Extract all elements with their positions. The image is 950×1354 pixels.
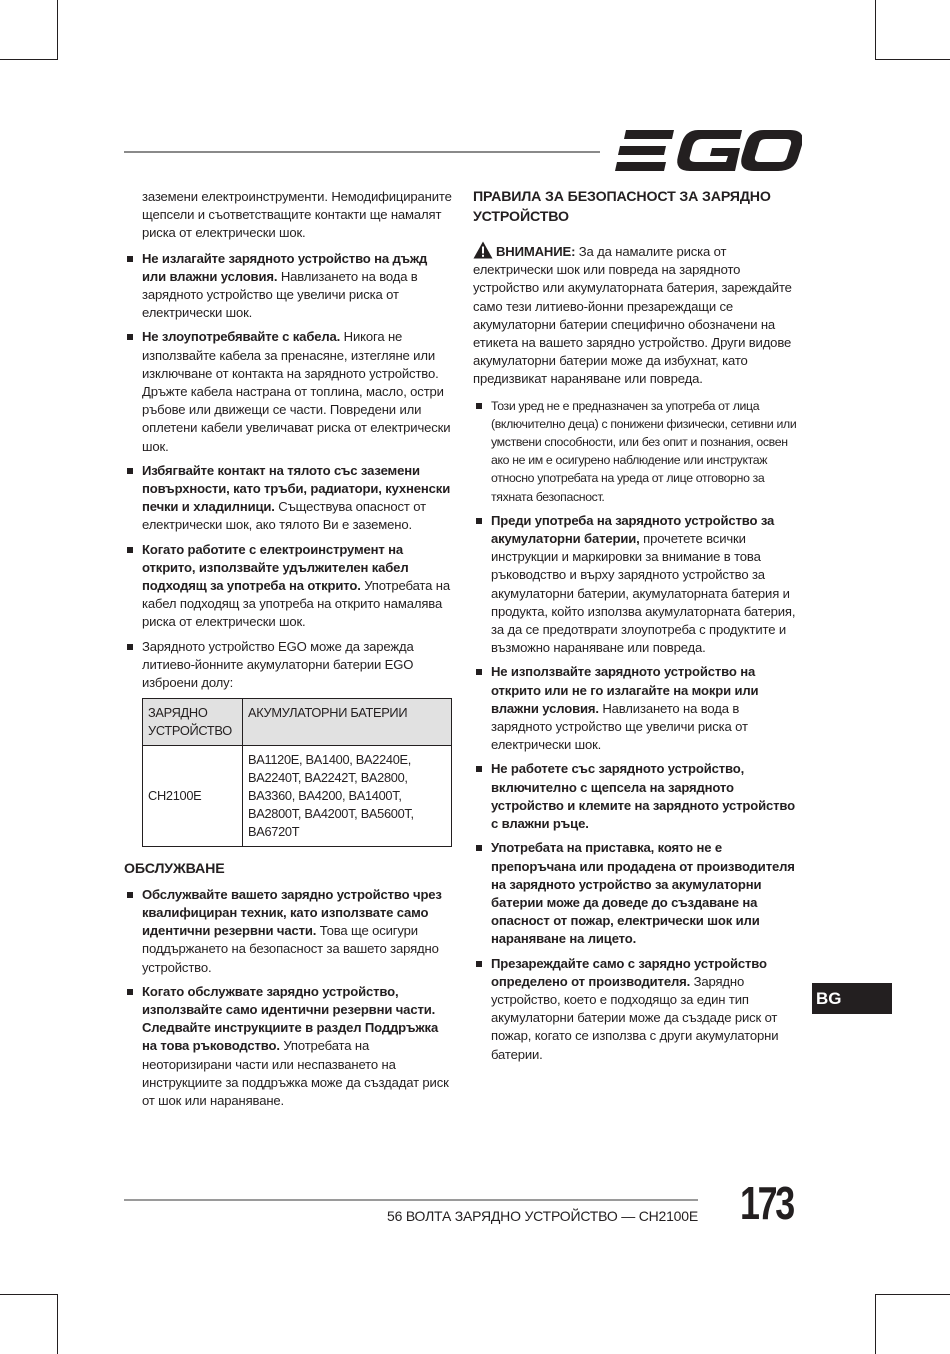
table-cell: BA1120E, BA1400, BA2240E, BA2240T, BA2242T, BA2800, BA3360, BA4200, BA1400T, BA2800T, BA4200T, BA5600T, BA6720T bbox=[243, 746, 452, 847]
left-column bbox=[124, 188, 454, 1116]
section-heading: ПРАВИЛА ЗА БЕЗОПАСНОСТ ЗА ЗАРЯДНО УСТРОЙСТВО bbox=[473, 189, 771, 225]
crop-mark bbox=[876, 59, 950, 60]
crop-mark bbox=[875, 0, 876, 60]
bullet-item bbox=[473, 955, 800, 1064]
bullet-item bbox=[473, 760, 800, 833]
bullet-item bbox=[124, 328, 454, 455]
bullet-bold-text: Не злоупотребявайте с кабела. bbox=[142, 329, 341, 345]
bullet-text: Това ще осигури поддържането на безопасност за вашето зарядно устройство. bbox=[142, 923, 439, 975]
bullet-square-icon bbox=[127, 644, 133, 650]
bullet-item bbox=[124, 638, 454, 693]
bullet-item bbox=[124, 250, 454, 323]
bullet-bold-text: Когато работите с електроинструмент на открито, използвайте удължителен кабел подходящ за употреба на открито. bbox=[142, 541, 409, 594]
header-rule bbox=[124, 151, 600, 153]
bullet-square-icon bbox=[476, 669, 482, 675]
bullet-text: Този уред не е предназначен за употреба от лица (включително деца) с понижени физически, сетивни или умствени способности, или без опит и познания, освен ако не им е осигурено наблюдение или инструктаж относно употребата на уреда от лице отговорно за тяхната безопасност. bbox=[491, 398, 797, 504]
bullet-item bbox=[473, 839, 800, 948]
bullet-bold-text: Презареждайте само с зарядно устройство определено от производителя. bbox=[491, 955, 767, 989]
bullet-item bbox=[124, 462, 454, 535]
table-row bbox=[143, 746, 452, 847]
page-number: 173 bbox=[740, 1177, 793, 1229]
bullet-text: Употребата на неоторизирани части или неспазването на инструкциите за поддръжка може да създадат риск от шок или нараняване. bbox=[142, 1038, 449, 1109]
crop-mark bbox=[875, 1294, 876, 1354]
right-column bbox=[473, 188, 800, 1070]
warning-paragraph bbox=[473, 241, 800, 389]
continued-paragraph: заземени електроинструменти. Немодифицираните щепсели и съответстващите контакти ще намалят риска от електрически шок. bbox=[142, 189, 452, 241]
bullet-square-icon bbox=[127, 334, 133, 340]
table-header-row bbox=[143, 699, 452, 746]
bullet-square-icon bbox=[476, 961, 482, 967]
bullet-square-icon bbox=[476, 845, 482, 851]
bullet-square-icon bbox=[476, 518, 482, 524]
bullet-item bbox=[473, 663, 800, 754]
warning-title: ВНИМАНИЕ: bbox=[496, 244, 576, 259]
bullet-square-icon bbox=[127, 468, 133, 474]
bullet-square-icon bbox=[127, 547, 133, 553]
bullet-square-icon bbox=[127, 892, 133, 898]
language-tab: BG bbox=[812, 983, 892, 1014]
bullet-text: Никога не използвайте кабела за пренасяне, изтегляне или изключване от контакта на зарядното устройство. Дръжте кабела настрана от топлина, масло, остри ръбове или движещи се части. Повредени или оплетени кабели увеличават риска от електрически шок. bbox=[142, 329, 451, 454]
compatible-batteries-table bbox=[142, 698, 452, 847]
crop-mark bbox=[876, 1294, 950, 1295]
table-cell: CH2100E bbox=[143, 746, 243, 847]
bullet-item bbox=[473, 512, 800, 658]
bullet-bold-text: Не използвайте зарядното устройство на открито или не го излагайте на мокри или влажни условия. bbox=[491, 664, 759, 716]
bullet-text: прочетете всички инструкции и маркировки за внимание в това ръководство и върху зарядното устройство за акумулаторни батерии, акумулаторната батерия и продукта, който използва акумулаторната батерия, за да се предотврати злоупотреба с продуктите и възможно нараняване или повреда. bbox=[491, 531, 796, 656]
bullet-bold-text: Когато обслужвате зарядно устройство, използвайте само идентични резервни части. Следвайте инструкциите в раздел Поддръжка на това ръководство. bbox=[142, 983, 439, 1054]
table-header-cell: АКУМУЛАТОРНИ БАТЕРИИ bbox=[243, 699, 452, 746]
section-heading: ОБСЛУЖВАНЕ bbox=[124, 861, 225, 878]
warning-triangle-icon bbox=[473, 241, 493, 259]
table-header-cell: ЗАРЯДНО УСТРОЙСТВО bbox=[143, 699, 243, 746]
bullet-square-icon bbox=[476, 403, 482, 409]
bullet-bold-text: Употребата на приставка, която не е препоръчана или продадена от производителя на зарядното устройство за акумулаторни батерии може да доведе до създаване на опасност от пожар, електрически шок или нараняване на лицето. bbox=[491, 840, 795, 947]
bullet-text: Зарядно устройство, което е подходящо за един тип акумулаторни батерии може да създаде риск от пожар, когато се използва с други акумулаторни батерии. bbox=[491, 973, 779, 1062]
bullet-bold-text: Преди употреба на зарядното устройство за акумулаторни батерии, bbox=[491, 512, 775, 547]
bullet-item bbox=[124, 983, 454, 1110]
bullet-square-icon bbox=[127, 256, 133, 262]
warning-text: За да намалите риска от електрически шок или повреда на зарядното устройство или акумулаторната батерия, зареждайте само тези литиево-йонни презареждащи се акумулаторни батерии специфично обозначени на етикета на вашето зарядно устройство. Други видове акумулаторни батерии може да избухнат, като предизвикат нараняване или повреда. bbox=[473, 244, 792, 387]
ego-logo bbox=[614, 128, 802, 174]
bullet-text: Навлизането на вода в зарядното устройство ще увеличи риска от електрически шок. bbox=[142, 268, 418, 321]
bullet-text: Зарядното устройство EGO може да зарежда литиево-йонните акумулаторни батерии EGO изброени долу: bbox=[142, 638, 414, 691]
bullet-item bbox=[124, 886, 454, 977]
footer-rule bbox=[124, 1199, 698, 1201]
crop-mark bbox=[0, 59, 57, 60]
bullet-item bbox=[473, 397, 800, 506]
crop-mark bbox=[0, 1294, 57, 1295]
crop-mark bbox=[57, 1294, 58, 1354]
bullet-bold-text: Избягвайте контакт на тялото със заземени повърхности, като тръби, радиатори, кухненски печки и хладилници. bbox=[142, 462, 451, 515]
bullet-text: Съществува опасност от електрически шок, ако тялото Ви е заземено. bbox=[142, 499, 426, 533]
crop-mark bbox=[57, 0, 58, 60]
bullet-bold-text: Не работете със зарядното устройство, включително с щепсела на зарядното устройство и клемите на зарядното устройство с влажни ръце. bbox=[491, 761, 795, 832]
footer-title: 56 ВОЛТА ЗАРЯДНО УСТРОЙСТВО — CH2100E bbox=[387, 1208, 698, 1224]
bullet-bold-text: Не излагайте зарядното устройство на дъжд или влажни условия. bbox=[142, 250, 428, 284]
bullet-square-icon bbox=[127, 989, 133, 995]
bullet-item bbox=[124, 541, 454, 632]
bullet-text: Употребата на кабел подходящ за употреба на открито намалява риска от електрически шок. bbox=[142, 578, 450, 630]
bullet-square-icon bbox=[476, 766, 482, 772]
bullet-text: Навлизането на вода в зарядното устройство ще увеличи риска от електрически шок. bbox=[491, 700, 748, 753]
bullet-bold-text: Обслужвайте вашето зарядно устройство чрез квалифициран техник, като използвате само идентични резервни части. bbox=[142, 886, 442, 939]
